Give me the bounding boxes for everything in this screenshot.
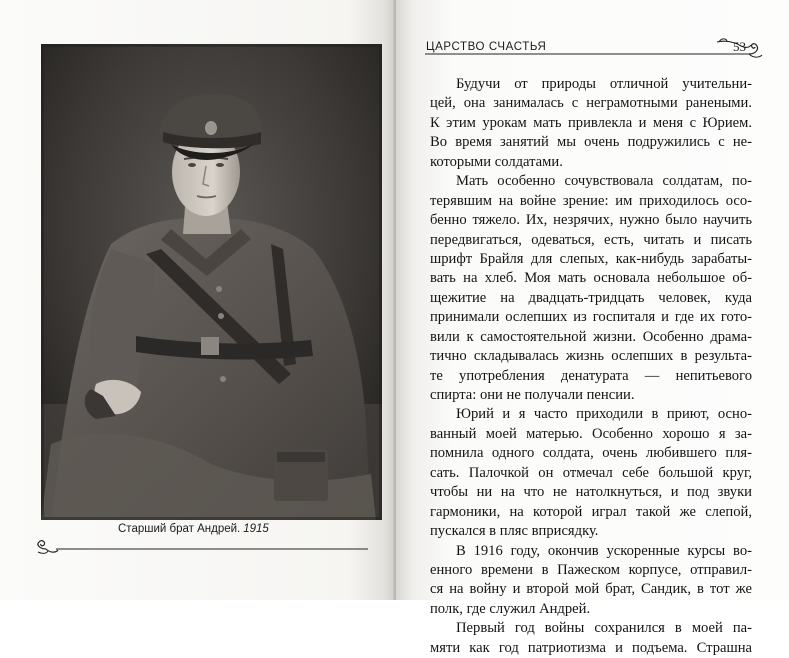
left-footer-ornament: [32, 538, 372, 561]
text-line: вать на хлеб. Моя мать основала небольшое об-: [430, 270, 752, 287]
text-line: ванный моей матерью. Особенно хорошо я за-: [430, 425, 752, 442]
text-line: ся на войну и второй мой брат, Сандик, в тот же: [430, 581, 752, 598]
page-number: 53: [733, 39, 746, 54]
caption-text: Старший брат Андрей.: [118, 523, 241, 535]
text-line: Будучи от природы отличной учительни-: [456, 76, 752, 92]
text-line: енного времени в Пажеском корпусе, отправил-: [430, 561, 752, 578]
text-line: принимали ослепших из госпиталя и где их гото-: [430, 309, 752, 326]
running-head: ЦАРСТВО СЧАСТЬЯ: [426, 41, 547, 53]
text-line: тично складывалась жизнь ослепших в результа-: [430, 348, 752, 365]
body-text: [430, 75, 752, 658]
text-line: терявшим на войне зрение: им приходилось осо-: [430, 192, 752, 209]
text-line: помнила одного солдата, очень любившего пля-: [430, 445, 752, 462]
text-line: Первый год войны сохранился в моей па-: [456, 620, 752, 637]
text-line: Мать особенно сочувствовала солдатам, по-: [456, 173, 752, 190]
text-line: те употребления денатурата — непитьевого: [430, 367, 752, 384]
text-line: К этим урокам мать привлекла и меня с Юрием.: [430, 114, 752, 131]
text-line: бенно тяжело. Их, незрячих, нужно было научить: [430, 212, 752, 229]
text-line: сать. Палочкой он отмечал себе большой круг,: [430, 464, 752, 481]
text-line: гармоники, на которой играл такой же слепой,: [430, 503, 752, 520]
text-line: мяти как год патриотизма и подъема. Страшна: [430, 639, 752, 656]
text-line: спирта: они не получали пенсии.: [430, 387, 635, 403]
text-line: которыми солдатами.: [430, 153, 563, 170]
text-line: чтобы ни на что не натолкнуться, и под звуки: [430, 484, 752, 501]
photo-caption: [118, 523, 269, 535]
text-line: шрифт Брайля для слепых, как-нибудь зарабаты-: [430, 250, 752, 267]
text-line: полк, где служил Андрей.: [430, 600, 591, 617]
text-line: Во время занятий мы очень подружились с не-: [430, 134, 752, 151]
portrait-photo: [41, 44, 382, 520]
left-page: [0, 0, 396, 600]
text-line: вили к самостоятельной жизни. Особенно драма-: [430, 328, 752, 345]
caption-year: 1915: [243, 523, 269, 535]
text-line: Юрий и я часто приходили в приют, осно-: [456, 406, 752, 423]
text-line: передвигаться, одеваться, есть, читать и писать: [430, 231, 752, 248]
text-line: щежитие на двадцать-тридцать человек, куда: [430, 289, 752, 306]
text-line: В 1916 году, окончив ускоренные курсы во-: [456, 542, 752, 559]
text-line: цей, она занималась с неграмотными ранеными.: [430, 95, 752, 112]
text-line: пускался в пляс вприсядку.: [430, 523, 599, 540]
